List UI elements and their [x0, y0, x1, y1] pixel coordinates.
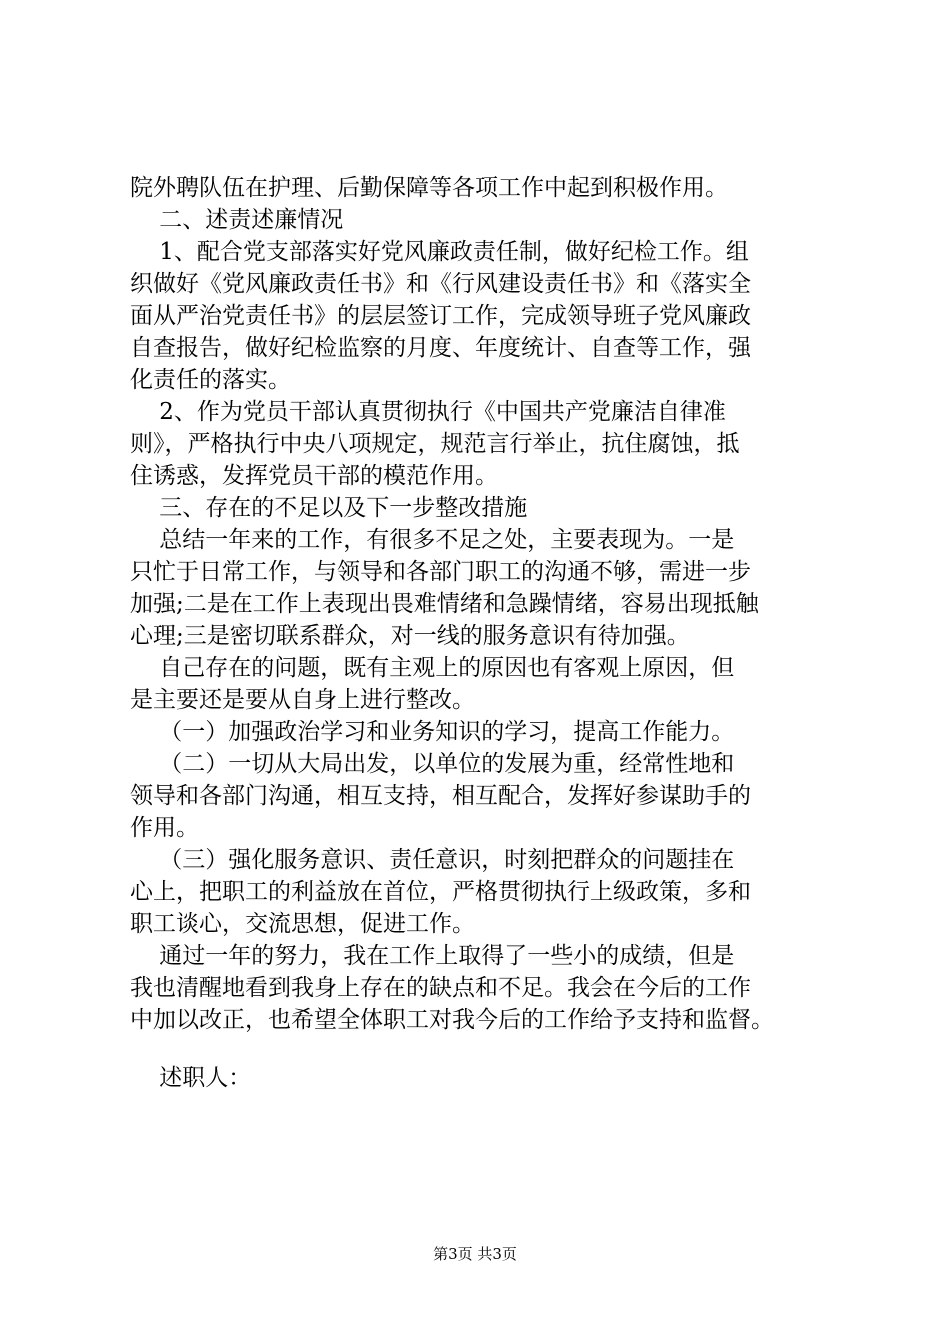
paragraph-line: 通过一年的努力，我在工作上取得了一些小的成绩，但是 [130, 943, 735, 969]
paragraph-line: 自己存在的问题，既有主观上的原因也有客观上原因，但 [130, 655, 735, 681]
paragraph-line: 领导和各部门沟通，相互支持，相互配合，发挥好参谋助手的 [130, 783, 751, 809]
paragraph-line: 职工谈心，交流思想，促进工作。 [130, 911, 475, 937]
paragraph-line: 则》，严格执行中央八项规定，规范言行举止，抗住腐蚀，抵 [130, 431, 740, 457]
signature-line: 述职人： [130, 1065, 252, 1091]
paragraph-line: 作用。 [130, 815, 199, 841]
paragraph-line: （二）一切从大局出发，以单位的发展为重，经常性地和 [130, 751, 735, 777]
paragraph-line: 院外聘队伍在护理、后勤保障等各项工作中起到积极作用。 [130, 175, 728, 201]
paragraph-line: 住诱惑，发挥党员干部的模范作用。 [130, 463, 498, 489]
paragraph-line: 自查报告，做好纪检监察的月度、年度统计、自查等工作，强 [130, 335, 751, 361]
section-heading: 三、存在的不足以及下一步整改措施 [130, 495, 528, 521]
paragraph-line: 心理;三是密切联系群众，对一线的服务意识有待加强。 [130, 623, 690, 649]
paragraph-line: 加强;二是在工作上表现出畏难情绪和急躁情绪，容易出现抵触 [130, 591, 759, 617]
paragraph-line: 中加以改正，也希望全体职工对我今后的工作给予支持和监督。 [130, 1007, 774, 1033]
paragraph-line: 总结一年来的工作，有很多不足之处，主要表现为。一是 [130, 527, 735, 553]
page-number-footer: 第3页 共3页 [433, 1245, 517, 1263]
paragraph-line: 化责任的落实。 [130, 367, 291, 393]
paragraph-line: 我也清醒地看到我身上存在的缺点和不足。我会在今后的工作 [130, 975, 751, 1001]
paragraph-line: 面从严治党责任书》的层层签订工作，完成领导班子党风廉政 [130, 303, 751, 329]
paragraph-line: 心上，把职工的利益放在首位，严格贯彻执行上级政策，多和 [130, 879, 751, 905]
paragraph-line: （一）加强政治学习和业务知识的学习，提高工作能力。 [130, 719, 735, 745]
paragraph-line: 织做好《党风廉政责任书》和《行风建设责任书》和《落实全 [130, 271, 751, 297]
paragraph-line: 2、作为党员干部认真贯彻执行《中国共产党廉洁自律准 [130, 399, 726, 425]
paragraph-line: （三）强化服务意识、责任意识，时刻把群众的问题挂在 [130, 847, 735, 873]
section-heading: 二、述责述廉情况 [130, 207, 344, 233]
paragraph-line: 1、配合党支部落实好党风廉政责任制，做好纪检工作。组 [130, 239, 749, 265]
paragraph-line: 是主要还是要从自身上进行整改。 [130, 687, 475, 713]
paragraph-line: 只忙于日常工作，与领导和各部门职工的沟通不够，需进一步 [130, 559, 751, 585]
